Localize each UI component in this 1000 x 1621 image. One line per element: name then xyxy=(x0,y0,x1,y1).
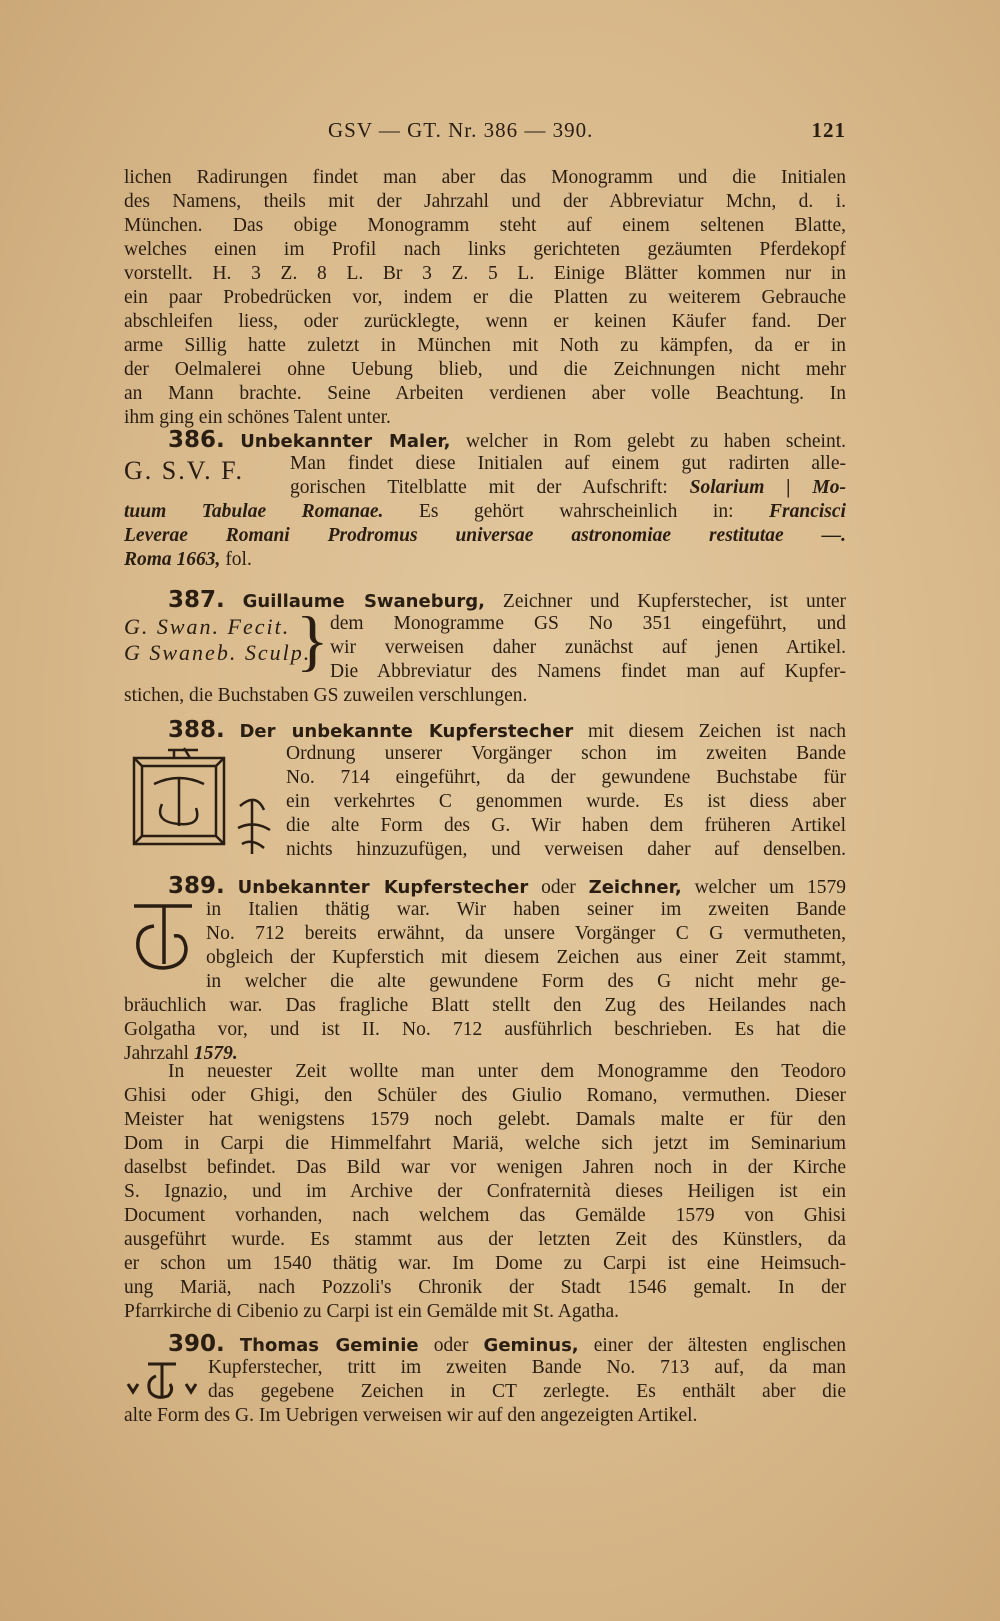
brace: } xyxy=(296,602,329,678)
entry-387 xyxy=(124,588,846,708)
entry-name: Unbekannter Maler, xyxy=(240,431,451,452)
entry-heading-text: welcher um 1579 xyxy=(681,877,846,898)
title-citation: tuum Tabulae Romanae. xyxy=(124,501,384,522)
text-line: Die Abbreviatur des Namens findet man auf Kupfer- xyxy=(330,661,846,682)
text-line: No. 712 bereits erwähnt, da unsere Vorgänger C G vermutheten, xyxy=(206,923,846,944)
text-line: Pfarrkirche di Cibenio zu Carpi ist ein Gemälde mit St. Agatha. xyxy=(124,1301,619,1322)
monogram-390-icon xyxy=(124,1358,200,1406)
monogram-388-icon xyxy=(124,744,274,864)
text-span: Es gehört wahrscheinlich in: xyxy=(383,501,770,522)
text-line: welches einen im Profil nach links gerichteten gezäumten Pferdekopf xyxy=(124,239,846,260)
text-line: stichen, die Buchstaben GS zuweilen verschlungen. xyxy=(124,685,528,706)
entry-heading xyxy=(124,588,846,612)
text-line: arme Sillig hatte zuletzt in München mit Noth zu kämpfen, da er in xyxy=(124,335,846,356)
entry-name: Thomas Geminie xyxy=(239,1335,419,1356)
text-line xyxy=(124,500,846,524)
text-line xyxy=(124,548,846,572)
text-line: dem Monogramme GS No 351 eingeführt, und xyxy=(330,613,846,634)
header-title: GSV — GT. Nr. 386 — 390. xyxy=(328,118,594,142)
entry-heading-text: einer der ältesten englischen xyxy=(578,1335,847,1356)
entry-heading xyxy=(124,874,846,898)
entry-number: 388. xyxy=(168,717,225,743)
paragraph-teodoro-ghisi xyxy=(124,1060,846,1324)
text-line: abschleifen liess, oder zurücklegte, wenn er keinen Käufer fand. Der xyxy=(124,311,846,332)
title-citation: Francisci xyxy=(769,501,846,522)
entry-heading xyxy=(124,1332,846,1356)
entry-heading-text: welcher in Rom gelebt zu haben scheint. xyxy=(450,431,847,452)
text-line: Ghisi oder Ghigi, den Schüler des Giulio Romano, vermuthen. Dieser xyxy=(124,1085,846,1106)
text-span: gorischen Titelblatte mit der Aufschrift: xyxy=(290,477,690,498)
text-line: das gegebene Zeichen in CT zerlegte. Es enthält aber die xyxy=(208,1381,846,1402)
entry-number: 390. xyxy=(168,1331,225,1357)
text-line: lichen Radirungen findet man aber das Monogramm und die Initialen xyxy=(124,167,846,188)
entry-heading-text: mit diesem Zeichen ist nach xyxy=(573,721,847,742)
entry-number: 387. xyxy=(168,587,225,613)
signature-1: G. Swan. Fecit. xyxy=(124,614,291,639)
signature-2: G Swaneb. Sculp. xyxy=(124,640,312,665)
entry-386 xyxy=(124,428,846,572)
text-line: S. Ignazio, und im Archive der Confraternità dieses Heiligen ist ein xyxy=(124,1181,846,1202)
entry-heading-text: Zeichner und Kupferstecher, ist unter xyxy=(485,591,847,612)
text-line: ausgeführt wurde. Es stammt aus der letzten Zeit des Künstlers, da xyxy=(124,1229,846,1250)
text-line: ihm ging ein schönes Talent unter. xyxy=(124,407,391,428)
entry-heading-text: oder xyxy=(418,1335,484,1356)
text-line: Leverae Romani Prodromus universae astronomiae restitutae —. xyxy=(124,525,846,546)
text-line: Ordnung unserer Vorgänger schon im zweiten Bande xyxy=(286,743,846,764)
text-line xyxy=(290,476,846,500)
title-citation: Roma 1663, xyxy=(124,549,221,570)
intro-paragraph xyxy=(124,166,846,430)
entry-name: Geminus, xyxy=(483,1335,579,1356)
text-line: obgleich der Kupferstich mit diesem Zeichen aus einer Zeit stammt, xyxy=(206,947,846,968)
text-line: er schon um 1540 thätig war. Im Dome zu Carpi ist eine Heimsuch- xyxy=(124,1253,846,1274)
text-line: Man findet diese Initialen auf einem gut radirten alle- xyxy=(290,453,846,474)
text-line: Golgatha vor, und ist II. No. 712 ausführlich beschrieben. Es hat die xyxy=(124,1019,846,1040)
text-span: Jahrzahl xyxy=(124,1043,194,1064)
text-line: No. 714 eingeführt, da der gewundene Buchstabe für xyxy=(286,767,846,788)
entry-389 xyxy=(124,874,846,1066)
text-line: Document vorhanden, nach welchem das Gemälde 1579 von Ghisi xyxy=(124,1205,846,1226)
text-line: vorstellt. H. 3 Z. 8 L. Br 3 Z. 5 L. Einige Blätter kommen nur in xyxy=(124,263,846,284)
monogram-389-icon xyxy=(130,898,196,978)
entry-name: Zeichner, xyxy=(588,877,682,898)
text-line: In neuester Zeit wollte man unter dem Monogramme den Teodoro xyxy=(168,1061,846,1082)
text-line: Kupferstecher, tritt im zweiten Bande No. 713 auf, da man xyxy=(208,1357,846,1378)
page-number: 121 xyxy=(811,118,846,142)
text-line: ein verkehrtes C genommen wurde. Es ist diess aber xyxy=(286,791,846,812)
text-line: an Mann brachte. Seine Arbeiten verdienen aber volle Beachtung. In xyxy=(124,383,846,404)
text-line: alte Form des G. Im Uebrigen verweisen wir auf den angezeigten Artikel. xyxy=(124,1405,698,1426)
text-line: in welcher die alte gewundene Form des G nicht mehr ge- xyxy=(206,971,846,992)
entry-heading xyxy=(124,718,846,742)
entry-number: 389. xyxy=(168,873,225,899)
text-line: bräuchlich war. Das fragliche Blatt stellt den Zug des Heilandes nach xyxy=(124,995,846,1016)
entry-name: Der unbekannte Kupferstecher xyxy=(239,721,574,742)
text-span: fol. xyxy=(220,549,252,570)
entry-name: Unbekannter Kupferstecher xyxy=(237,877,529,898)
text-line: daselbst befindet. Das Bild war vor wenigen Jahren noch in der Kirche xyxy=(124,1157,846,1178)
text-line: der Oelmalerei ohne Uebung blieb, und die Zeichnungen nicht mehr xyxy=(124,359,846,380)
entry-390 xyxy=(124,1332,846,1428)
text-line: ein paar Probedrücken vor, indem er die Platten zu weiterem Gebrauche xyxy=(124,287,846,308)
title-citation: Solarium | Mo- xyxy=(689,477,846,498)
text-line: München. Das obige Monogramm steht auf einem seltenen Blatte, xyxy=(124,215,846,236)
entry-heading xyxy=(124,428,846,452)
text-line: Meister hat wenigstens 1579 noch gelebt. Damals malte er für den xyxy=(124,1109,846,1130)
entry-number: 386. xyxy=(168,427,225,453)
text-line: des Namens, theils mit der Jahrzahl und der Abbreviatur Mchn, d. i. xyxy=(124,191,846,212)
text-line: nichts hinzuzufügen, und verweisen daher auf denselben. xyxy=(286,839,846,860)
entry-heading-text: oder xyxy=(528,877,589,898)
text-line: Dom in Carpi die Himmelfahrt Mariä, welche sich jetzt im Seminarium xyxy=(124,1133,846,1154)
text-line: ung Mariä, nach Pozzoli's Chronik der Stadt 1546 gemalt. In der xyxy=(124,1277,846,1298)
entry-388 xyxy=(124,718,846,862)
year: 1579. xyxy=(193,1043,238,1064)
text-line: wir verweisen daher zunächst auf jenen Artikel. xyxy=(330,637,846,658)
monogram-gsvf: G. S.V. F. xyxy=(124,456,245,485)
text-line: in Italien thätig war. Wir haben seiner im zweiten Bande xyxy=(206,899,846,920)
text-line: die alte Form des G. Wir haben dem früheren Artikel xyxy=(286,815,846,836)
entry-name: Guillaume Swaneburg, xyxy=(242,591,486,612)
